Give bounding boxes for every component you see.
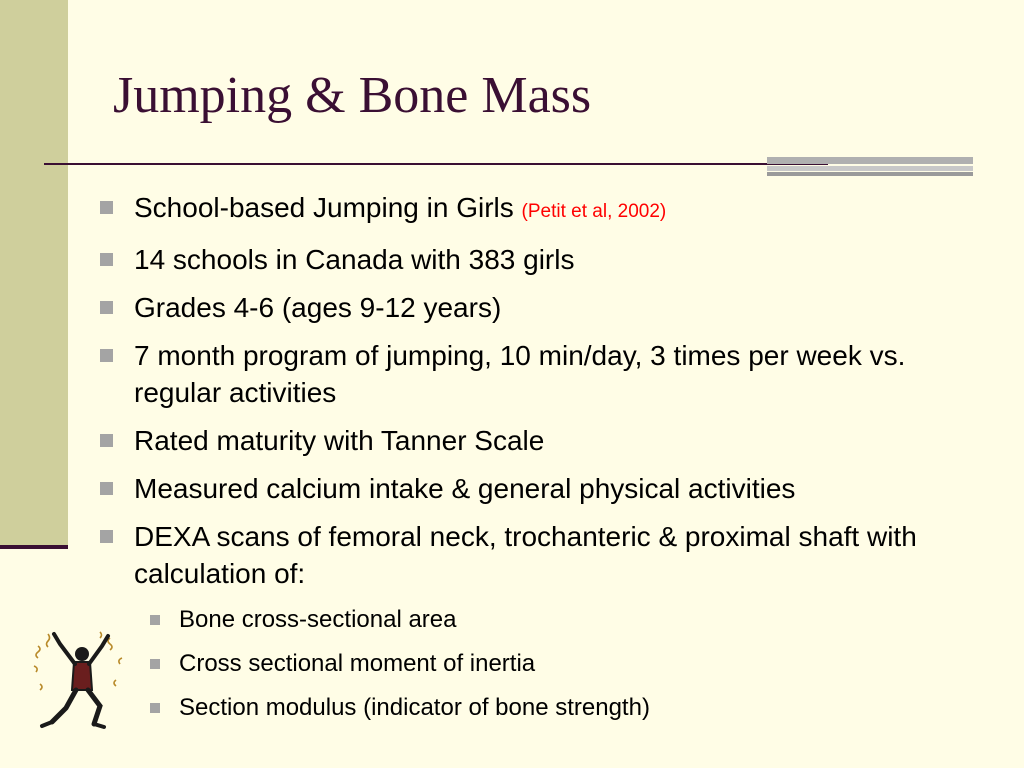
slide-title: Jumping & Bone Mass — [113, 67, 592, 124]
sub-bullet-item — [98, 603, 978, 637]
bullet-item — [98, 470, 978, 507]
bullet-text: DEXA scans of femoral neck, trochanteric & proximal shaft with calculation of: — [134, 521, 917, 589]
bullet-text: 14 schools in Canada with 383 girls — [134, 244, 575, 275]
bullet-item — [98, 241, 978, 278]
bullet-marker — [100, 253, 113, 266]
bullet-list — [98, 189, 978, 735]
sub-bullet-item — [98, 691, 978, 725]
jumping-person-icon — [30, 628, 130, 732]
decorative-gray-bars — [767, 157, 973, 177]
bullet-text: Rated maturity with Tanner Scale — [134, 425, 545, 456]
left-band — [0, 0, 68, 548]
bullet-item — [98, 518, 978, 592]
sub-bullet-text: Bone cross-sectional area — [179, 606, 457, 633]
bullet-item — [98, 289, 978, 326]
bullet-item — [98, 422, 978, 459]
sub-bullet-text: Cross sectional moment of inertia — [179, 650, 536, 677]
bullet-text: 7 month program of jumping, 10 min/day, 3 times per week vs. regular activities — [134, 340, 906, 408]
citation: (Petit et al, 2002) — [521, 201, 667, 222]
bullet-text: School-based Jumping in Girls — [134, 192, 514, 223]
bullet-marker — [100, 201, 113, 214]
sub-bullet-marker — [150, 703, 160, 713]
bullet-text: Measured calcium intake & general physical activities — [134, 473, 796, 504]
sub-bullet-text: Section modulus (indicator of bone strength) — [179, 694, 650, 721]
sub-bullet-marker — [150, 615, 160, 625]
sub-bullet-item — [98, 647, 978, 681]
sub-bullet-marker — [150, 659, 160, 669]
bullet-item — [98, 337, 978, 411]
title-divider — [44, 163, 828, 165]
left-accent-line — [0, 545, 68, 549]
bullet-marker — [100, 482, 113, 495]
bullet-marker — [100, 530, 113, 543]
bullet-text: Grades 4-6 (ages 9-12 years) — [134, 292, 502, 323]
bullet-marker — [100, 349, 113, 362]
bullet-marker — [100, 434, 113, 447]
bullet-marker — [100, 301, 113, 314]
bullet-item — [98, 189, 978, 230]
